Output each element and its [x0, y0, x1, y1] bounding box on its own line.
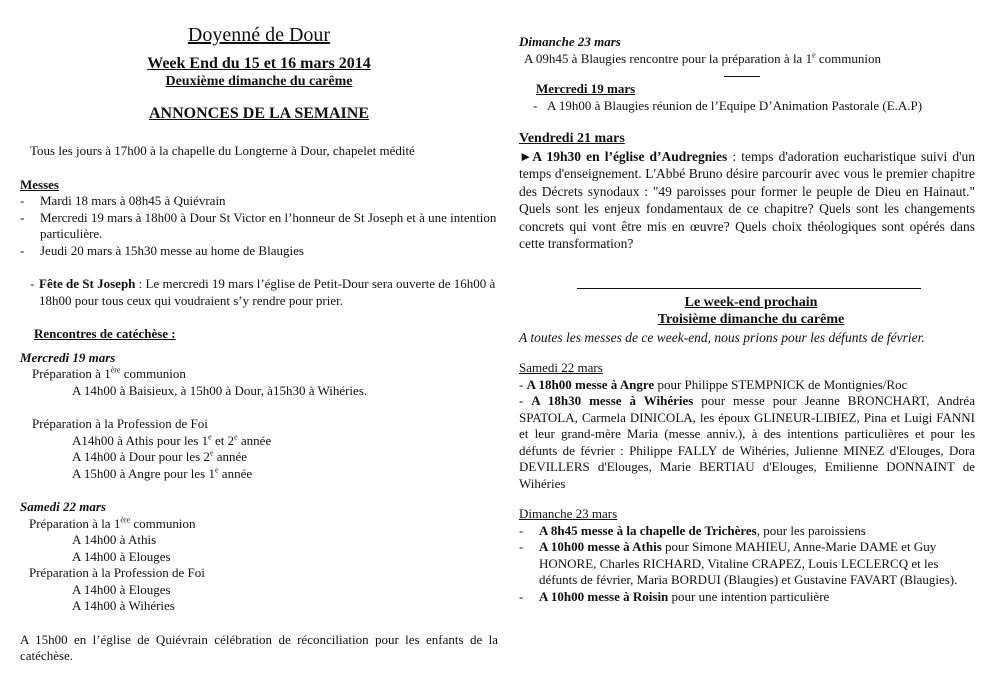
- wednesday19-text: - A 19h00 à Blaugies réunion de l’Equipe D’Animation Pastorale (E.A.P): [533, 98, 975, 115]
- announcements-heading: ANNONCES DE LA SEMAINE: [148, 105, 370, 122]
- sunday23-day: Dimanche 23 mars: [519, 34, 621, 49]
- next-weekend-title: Le week-end prochain: [684, 294, 818, 310]
- page-title: Doyenné de Dour: [187, 24, 331, 46]
- chapelet-intro: Tous les jours à 17h00 à la chapelle du Longterne à Dour, chapelet médité: [30, 143, 415, 158]
- catechese-heading: Rencontres de catéchèse :: [34, 326, 176, 341]
- next-saturday-day: Samedi 22 mars: [519, 360, 603, 375]
- friday21-day: Vendredi 21 mars: [519, 131, 625, 146]
- catechese-profession-label: Préparation à la Profession de Foi: [29, 565, 205, 580]
- next-sunday-item: - A 10h00 messe à Roisin pour une intention particulière: [519, 589, 975, 606]
- week-end-heading: Week End du 15 et 16 mars 2014: [147, 55, 371, 72]
- catechese-profession-label: Préparation à la Profession de Foi: [32, 416, 208, 431]
- sunday-heading: Deuxième dimanche du carême: [165, 74, 353, 89]
- catechese-line: A 14h00 à Elouges: [72, 548, 171, 564]
- messes-heading: Messes: [20, 176, 59, 192]
- catechese-line: A 14h00 à Baisieux, à 15h00 à Dour, à15h30 à Wihéries.: [72, 382, 368, 398]
- fete-st-joseph: - Fête de St Joseph : Le mercredi 19 mars l’église de Petit-Dour sera ouverte de 16h00 à 18h00 pour tous ceux qui voudraient s’y rendre pour prier.: [30, 276, 496, 308]
- next-sunday-day: Dimanche 23 mars: [519, 506, 618, 521]
- messe-item: - Mardi 18 mars à 08h45 à Quiévrain: [20, 193, 498, 210]
- catechese-line: A14h00 à Athis pour les 1e et 2e année: [72, 432, 272, 448]
- catechese-wednesday-day: Mercredi 19 mars: [20, 349, 116, 365]
- next-saturday-item: - A 18h30 messe à Wihéries pour messe pour Jeanne BRONCHART, Andréa SPATOLA, Carmela DINICOLA, les époux GLINEUR-LIBIEZ, Pina et Luigi FANNI et leur grand-mère Maria (messe anniv.), à des intentions particulières et pour les défunts de février : Philippe FALLY de Wihéries, Julienne MINEZ d'Elouges, Dora DEVILLERS d'Elouges, Marie BERTIAU d'Elouges, Emilienne DONNAINT de Wihéries: [519, 393, 975, 491]
- reconciliation-text: A 15h00 en l’église de Quiévrain célébration de réconciliation pour les enfants de la catéchèse.: [20, 631, 498, 663]
- fete-label: Fête de St Joseph: [39, 276, 136, 291]
- catechese-communion-label: Préparation à la 1ère communion: [29, 515, 196, 531]
- next-weekend-subtitle: Troisième dimanche du carême: [657, 311, 845, 327]
- catechese-line: A 14h00 à Wihéries: [72, 598, 175, 613]
- catechese-communion-label: Préparation à 1ère communion: [32, 365, 186, 381]
- wednesday19-day: Mercredi 19 mars: [536, 81, 636, 96]
- sunday23-text: A 09h45 à Blaugies rencontre pour la préparation à la 1e communion: [524, 50, 881, 66]
- catechese-line: A 14h00 à Dour pour les 2e année: [72, 448, 248, 464]
- messe-item: - Jeudi 20 mars à 15h30 messe au home de Blaugies: [20, 243, 498, 260]
- catechese-line: A 15h00 à Angre pour les 1e année: [72, 465, 253, 481]
- left-column: [20, 0, 498, 665]
- next-sunday-item: - A 10h00 messe à Athis pour Simone MAHIEU, Anne-Marie DAME et Guy HONORE, Charles RICHARD, Vitaline CRAPEZ, Louis LECLERCQ et les défunts de février, Maria BORDUI (Blaugies) et Gustavine FAVART (Blaugies).: [519, 539, 975, 589]
- divider: [724, 76, 760, 77]
- section-divider: [577, 288, 921, 289]
- catechese-line: A 14h00 à Athis: [72, 532, 157, 547]
- messe-item: - Mercredi 19 mars à 18h00 à Dour St Victor en l’honneur de St Joseph et à une intention particulière.: [20, 210, 498, 243]
- catechese-saturday-day: Samedi 22 mars: [20, 499, 106, 514]
- right-column: [519, 0, 975, 605]
- fete-text: : Le mercredi 19 mars l’église de Petit-Dour sera ouverte de 16h00 à 18h00 pour tous ceux qui voudraient s’y rendre pour prier.: [39, 276, 496, 308]
- next-weekend-intro: A toutes les messes de ce week-end, nous prions pour les défunts de février.: [519, 329, 925, 345]
- next-saturday-item: - A 18h00 messe à Angre pour Philippe STEMPNICK de Montignies/Roc: [519, 376, 908, 392]
- friday21-text: ►A 19h30 en l’église d’Audregnies : temps d'adoration eucharistique suivi d'un temps d'enseignement. L'Abbé Bruno désire parcourir avec vous le premier chapitre des Décrets synodaux : "49 paroisses pour former le peuple de Dieu en Hainaut." Quels sont les enjeux fondamentaux de ce chapitre? Quels sont les changements concrets qui vont être mis en œuvre? Quels choix théologiques sont opérés dans cette transformation?: [519, 148, 975, 251]
- next-sunday-item: - A 8h45 messe à la chapelle de Trichères, pour les paroissiens: [519, 523, 975, 540]
- catechese-line: A 14h00 à Elouges: [72, 581, 171, 597]
